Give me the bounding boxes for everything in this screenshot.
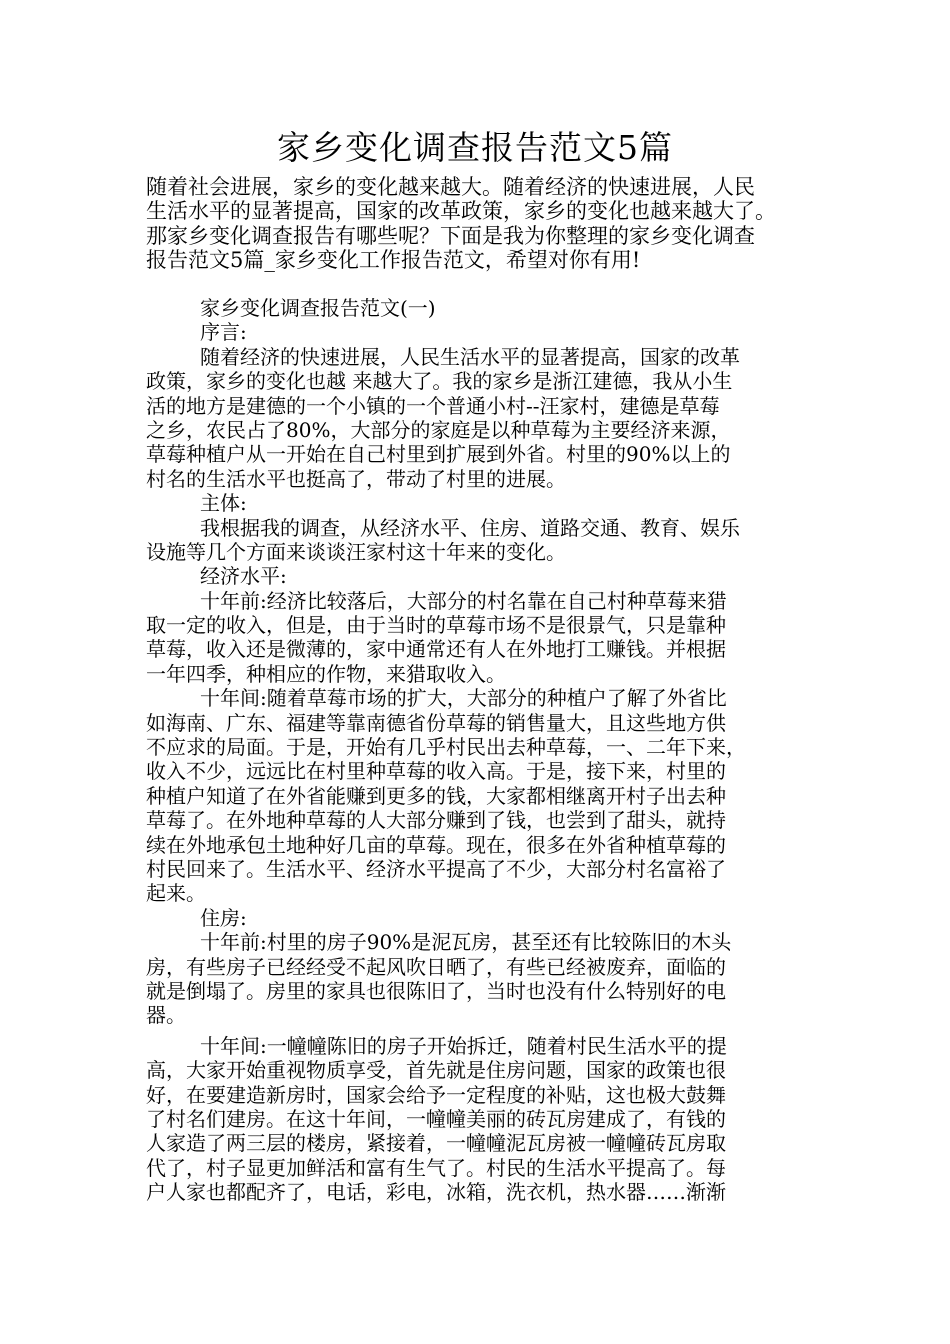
intro-line: 那家乡变化调查报告有哪些呢？下面是我为你整理的家乡变化调查 bbox=[146, 223, 755, 248]
body-line: 起来。 bbox=[146, 881, 206, 906]
body-line: 经济水平: bbox=[200, 564, 287, 589]
body-line: 主体: bbox=[200, 491, 247, 516]
body-line: 之乡，农民占了80%，大部分的家庭是以种草莓为主要经济来源， bbox=[146, 417, 731, 442]
body-line: 草莓，收入还是微薄的，家中通常还有人在外地打工赚钱。并根据 bbox=[146, 637, 726, 662]
body-line: 收入不少，远远比在村里种草莓的收入高。于是，接下来，村里的 bbox=[146, 759, 726, 784]
body-line: 就是倒塌了。房里的家具也很陈旧了，当时也没有什么特别好的电 bbox=[146, 978, 726, 1003]
report-body bbox=[146, 296, 826, 1204]
body-line: 政策，家乡的变化也越 来越大了。我的家乡是浙江建德，我从小生 bbox=[146, 369, 733, 394]
body-line: 十年前:村里的房子90%是泥瓦房，甚至还有比较陈旧的木头 bbox=[200, 930, 732, 955]
body-line: 房，有些房子已经经受不起风吹日晒了，有些已经被废弃，面临的 bbox=[146, 954, 726, 979]
body-line: 草莓了。在外地种草莓的人大部分赚到了钱，也尝到了甜头，就持 bbox=[146, 808, 726, 833]
body-line: 十年间:一幢幢陈旧的房子开始拆迁，随着村民生活水平的提 bbox=[200, 1033, 727, 1058]
body-line: 住房: bbox=[200, 905, 247, 930]
body-line: 续在外地承包土地种好几亩的草莓。现在，很多在外省种植草莓的 bbox=[146, 832, 726, 857]
body-line: 代了，村子显更加鲜活和富有生气了。村民的生活水平提高了。每 bbox=[146, 1155, 726, 1180]
intro-line: 随着社会进展，家乡的变化越来越大。随着经济的快速进展，人民 bbox=[146, 175, 755, 199]
body-line: 随着经济的快速进展，人民生活水平的显著提高，国家的改革 bbox=[200, 344, 740, 369]
body-line: 设施等几个方面来谈谈汪家村这十年来的变化。 bbox=[146, 539, 566, 564]
document-title: 家乡变化调查报告范文5篇 bbox=[277, 128, 673, 167]
body-line: 草莓种植户从一开始在自己村里到扩展到外省。村里的90%以上的 bbox=[146, 442, 731, 467]
body-line: 好，在要建造新房时，国家会给予一定程度的补贴，这也极大鼓舞 bbox=[146, 1082, 726, 1107]
intro-line: 生活水平的显著提高，国家的改革政策，家乡的变化也越来越大了。 bbox=[146, 199, 776, 224]
body-line: 人家造了两三层的楼房，紧接着，一幢幢泥瓦房被一幢幢砖瓦房取 bbox=[146, 1131, 726, 1156]
body-line: 高，大家开始重视物质享受，首先就是住房问题，国家的政策也很 bbox=[146, 1058, 726, 1083]
body-line: 取一定的收入，但是，由于当时的草莓市场不是很景气，只是靠种 bbox=[146, 613, 726, 638]
body-line: 种植户知道了在外省能赚到更多的钱，大家都相继离开村子出去种 bbox=[146, 783, 726, 808]
body-line: 十年前:经济比较落后，大部分的村名靠在自己村种草莓来猎 bbox=[200, 588, 727, 613]
body-line: 家乡变化调查报告范文(一) bbox=[200, 296, 436, 320]
body-line: 十年间:随着草莓市场的扩大，大部分的种植户了解了外省比 bbox=[200, 686, 727, 711]
intro-paragraph bbox=[146, 174, 826, 272]
body-line: 村民回来了。生活水平、经济水平提高了不少，大部分村名富裕了 bbox=[146, 856, 726, 881]
body-line: 序言: bbox=[200, 320, 247, 345]
body-line: 了村名们建房。在这十年间，一幢幢美丽的砖瓦房建成了，有钱的 bbox=[146, 1106, 726, 1131]
body-line: 不应求的局面。于是，开始有几乎村民出去种草莓，一、二年下来， bbox=[146, 735, 746, 760]
intro-line: 报告范文5篇_家乡变化工作报告范文，希望对你有用! bbox=[146, 248, 641, 273]
body-line: 活的地方是建德的一个小镇的一个普通小村--汪家村，建德是草莓 bbox=[146, 393, 720, 418]
body-line: 器。 bbox=[146, 1003, 186, 1028]
body-line: 如海南、广东、福建等靠南德省份草莓的销售量大，且这些地方供 bbox=[146, 710, 726, 735]
body-line: 我根据我的调查，从经济水平、住房、道路交通、教育、娱乐 bbox=[200, 515, 740, 540]
body-line: 户人家也都配齐了，电话，彩电，冰箱，洗衣机，热水器……渐渐 bbox=[146, 1180, 726, 1205]
body-line: 村名的生活水平也挺高了，带动了村里的进展。 bbox=[146, 466, 566, 491]
body-line: 一年四季，种相应的作物，来猎取收入。 bbox=[146, 661, 506, 686]
